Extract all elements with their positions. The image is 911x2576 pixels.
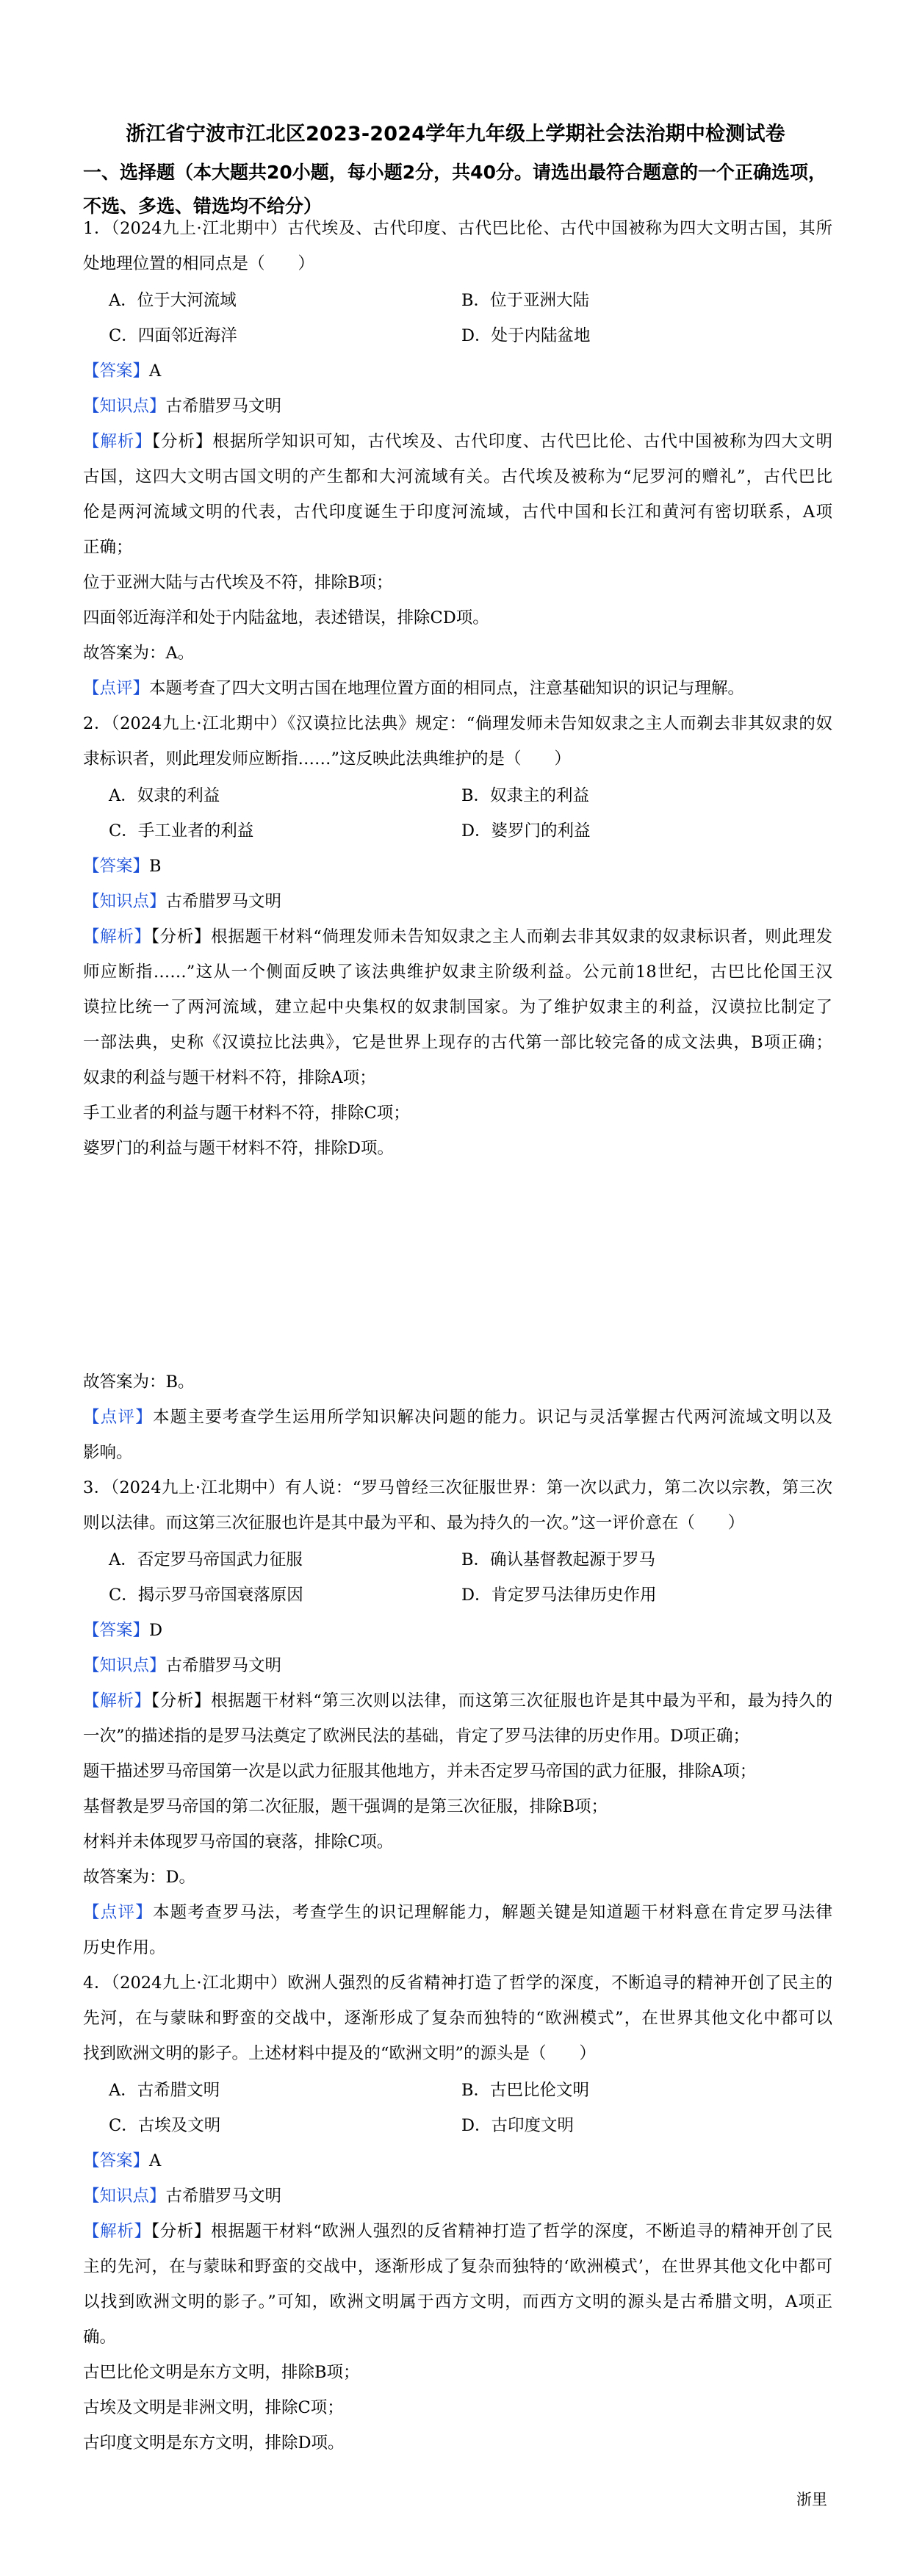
- question-stem: 1．（2024九上·江北期中）古代埃及、古代印度、古代巴比伦、古代中国被称为四大文明古国，其所: [83, 219, 832, 238]
- analysis-line: 手工业者的利益与题干材料不符，排除C项；: [83, 1104, 410, 1123]
- analysis-line: 奴隶的利益与题干材料不符，排除A项；: [83, 1068, 376, 1087]
- analysis-line: 主的先河，在与蒙昧和野蛮的交战中，逐渐形成了复杂而独特的‘欧洲模式’，在世界其他文化中都可: [83, 2257, 832, 2276]
- knowledge-row: [83, 891, 832, 913]
- answer-value: D: [149, 1621, 163, 1640]
- knowledge-value: 古希腊罗马文明: [165, 397, 282, 416]
- question-stem: 则以法律。而这第三次征服也许是其中最为平和、最为持久的一次。”这一评价意在（ ）: [83, 1514, 745, 1533]
- answer-value: A: [149, 2151, 162, 2170]
- analysis-line: 古国，这四大文明古国文明的产生都和大河流域有关。古代埃及被称为“尼罗河的赠礼”，古代巴比: [83, 467, 832, 486]
- analysis-line: 古巴比伦文明是东方文明，排除B项；: [83, 2363, 360, 2382]
- knowledge-value: 古希腊罗马文明: [165, 892, 282, 911]
- analysis-line: 伦是两河流域文明的代表，古代印度诞生于印度河流域，古代中国和长江和黄河有密切联系，A项: [83, 503, 832, 522]
- question-stem: 处地理位置的相同点是（ ）: [83, 254, 315, 273]
- answer-label: 【答案】: [83, 1621, 150, 1640]
- knowledge-label: 【知识点】: [83, 2187, 166, 2206]
- analysis-label: 【解析】: [83, 1691, 151, 1710]
- analysis-line: 【解析】【分析】根据题干材料“倘理发师未告知奴隶之主人而剃去非其奴隶的奴隶标识者，则此理发: [83, 927, 832, 946]
- comment-label: 【点评】: [83, 1903, 153, 1922]
- analysis-line: 古印度文明是东方文明，排除D项。: [83, 2433, 345, 2453]
- option-b: B．古巴比伦文明: [461, 2081, 590, 2100]
- question-stem: 2．（2024九上·江北期中）《汉谟拉比法典》规定：“倘理发师未告知奴隶之主人而剃去非其奴隶的奴: [83, 714, 832, 733]
- option-c: C．揭示罗马帝国衰落原因: [109, 1586, 303, 1605]
- answer-row: [83, 2150, 832, 2172]
- knowledge-label: 【知识点】: [83, 397, 166, 416]
- section-heading-line: 不选、多选、错选均不给分）: [83, 195, 323, 217]
- question-stem: 4．（2024九上·江北期中）欧洲人强烈的反省精神打造了哲学的深度，不断追寻的精神开创了民主的: [83, 1974, 832, 1993]
- analysis-line: 一次”的描述指的是罗马法奠定了欧洲民法的基础，肯定了罗马法律的历史作用。D项正确；: [83, 1727, 750, 1746]
- answer-label: 【答案】: [83, 2151, 150, 2170]
- option-b: B．奴隶主的利益: [461, 786, 590, 805]
- analysis-line: 婆罗门的利益与题干材料不符，排除D项。: [83, 1139, 395, 1158]
- option-d: D．古印度文明: [461, 2116, 575, 2135]
- analysis-line: 确。: [83, 2328, 117, 2347]
- question-stem: 3．（2024九上·江北期中）有人说：“罗马曾经三次征服世界：第一次以武力，第二次以宗教，第三次: [83, 1478, 832, 1497]
- analysis-line: 古埃及文明是非洲文明，排除C项；: [83, 2398, 344, 2417]
- comment-label: 【点评】: [83, 1408, 153, 1427]
- analysis-label: 【解析】: [83, 2222, 151, 2241]
- analysis-line: 【解析】【分析】根据所学知识可知，古代埃及、古代印度、古代巴比伦、古代中国被称为四大文明: [83, 432, 832, 451]
- analysis-line: 故答案为：B。: [83, 1372, 195, 1392]
- knowledge-value: 古希腊罗马文明: [165, 1656, 282, 1675]
- comment-row: 【点评】本题主要考查学生运用所学知识解决问题的能力。识记与灵活掌握古代两河流域文明以及: [83, 1408, 832, 1427]
- option-a: A．位于大河流域: [109, 291, 237, 310]
- section-heading: [83, 156, 840, 223]
- comment-row: 影响。: [83, 1443, 133, 1462]
- analysis-line: 题干描述罗马帝国第一次是以武力征服其他地方，并未否定罗马帝国的武力征服，排除A项；: [83, 1762, 757, 1781]
- answer-label: 【答案】: [83, 361, 150, 381]
- option-a: A．否定罗马帝国武力征服: [109, 1550, 303, 1569]
- analysis-line: 材料并未体现罗马帝国的衰落，排除C项。: [83, 1832, 394, 1852]
- option-a: A．奴隶的利益: [109, 786, 220, 805]
- analysis-line: 一部法典，史称《汉谟拉比法典》，它是世界上现存的古代第一部比较完备的成文法典，B项正确；: [83, 1033, 832, 1052]
- question-stem: 隶标识者，则此理发师应断指……”这反映此法典维护的是（ ）: [83, 749, 572, 769]
- option-a: A．古希腊文明: [109, 2081, 220, 2100]
- knowledge-label: 【知识点】: [83, 1656, 166, 1675]
- comment-label: 【点评】: [83, 679, 150, 698]
- page-title: 浙江省宁波市江北区2023-2024学年九年级上学期社会法治期中检测试卷: [126, 123, 785, 145]
- option-d: D．婆罗门的利益: [461, 821, 591, 841]
- answer-row: [83, 360, 832, 382]
- question-stem: 先河，在与蒙昧和野蛮的交战中，逐渐形成了复杂而独特的“欧洲模式”，在世界其他文化中都可以: [83, 2009, 832, 2028]
- analysis-line: 【解析】【分析】根据题干材料“欧洲人强烈的反省精神打造了哲学的深度，不断追寻的精神开创了民: [83, 2222, 832, 2241]
- knowledge-row: [83, 395, 832, 417]
- comment-row: 【点评】本题考查了四大文明古国在地理位置方面的相同点，注意基础知识的识记与理解。: [83, 679, 745, 698]
- comment-row: 【点评】本题考查罗马法，考查学生的识记理解能力，解题关键是知道题干材料意在肯定罗马法律: [83, 1903, 832, 1922]
- analysis-line: 位于亚洲大陆与古代埃及不符，排除B项；: [83, 573, 393, 592]
- analysis-label: 【解析】: [83, 432, 152, 451]
- knowledge-label: 【知识点】: [83, 892, 166, 911]
- comment-row: 历史作用。: [83, 1938, 166, 1957]
- analysis-line: 以找到欧洲文明的影子。”可知，欧洲文明属于西方文明，而西方文明的源头是古希腊文明，A项正: [83, 2292, 832, 2311]
- analysis-line: 故答案为：A。: [83, 644, 195, 663]
- analysis-line: 【解析】【分析】根据题干材料“第三次则以法律，而这第三次征服也许是其中最为平和，最为持久的: [83, 1691, 832, 1710]
- analysis-line: 基督教是罗马帝国的第二次征服，题干强调的是第三次征服，排除B项；: [83, 1797, 608, 1816]
- option-b: B．确认基督教起源于罗马: [461, 1550, 656, 1569]
- option-b: B．位于亚洲大陆: [461, 291, 590, 310]
- page-footer: 浙里: [796, 2491, 827, 2508]
- section-heading-line: 一、选择题（本大题共20小题，每小题2分，共40分。请选出最符合题意的一个正确选项，: [83, 162, 827, 183]
- answer-value: B: [149, 857, 162, 876]
- analysis-line: 谟拉比统一了两河流域，建立起中央集权的奴隶制国家。为了维护奴隶主的利益，汉谟拉比制定了: [83, 998, 832, 1017]
- question-stem: 找到欧洲文明的影子。上述材料中提及的“欧洲文明”的源头是（ ）: [83, 2044, 597, 2063]
- knowledge-value: 古希腊罗马文明: [165, 2187, 282, 2206]
- option-c: C．古埃及文明: [109, 2116, 221, 2135]
- analysis-label: 【解析】: [83, 927, 151, 946]
- answer-row: [83, 855, 832, 877]
- knowledge-row: [83, 2185, 832, 2207]
- option-d: D．肯定罗马法律历史作用: [461, 1586, 657, 1605]
- answer-label: 【答案】: [83, 857, 150, 876]
- answer-row: [83, 1619, 832, 1641]
- option-d: D．处于内陆盆地: [461, 326, 591, 345]
- analysis-line: 故答案为：D。: [83, 1868, 196, 1887]
- analysis-line: 四面邻近海洋和处于内陆盆地，表述错误，排除CD项。: [83, 608, 489, 627]
- analysis-line: 正确；: [83, 538, 133, 557]
- answer-value: A: [149, 361, 162, 381]
- analysis-line: 师应断指……”这从一个侧面反映了该法典维护奴隶主阶级利益。公元前18世纪，古巴比伦国王汉: [83, 963, 832, 982]
- knowledge-row: [83, 1655, 832, 1677]
- option-c: C．四面邻近海洋: [109, 326, 237, 345]
- option-c: C．手工业者的利益: [109, 821, 254, 841]
